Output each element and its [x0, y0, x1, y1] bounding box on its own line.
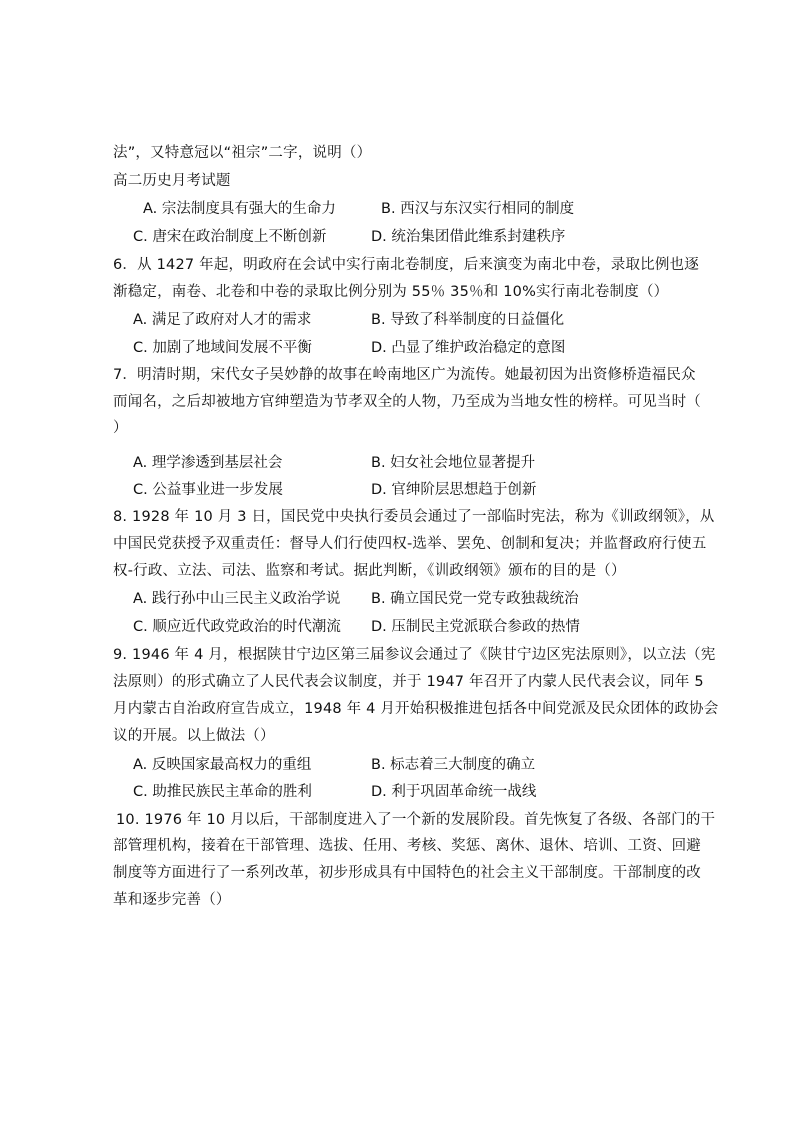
q8-stem-line: 8. 1928 年 10 月 3 日，国民党中央执行委员会通过了一部临时宪法，称为《训政纲领》，从 — [113, 509, 715, 525]
q7-stem-line: 而闻名，之后却被地方官绅塑造为节孝双全的人物，乃至成为当地女性的榜样。可见当时（ — [113, 394, 701, 410]
q9-option-a: A. 反映国家最高权力的重组 — [133, 757, 312, 773]
q10-stem-line: 部管理机构，接着在干部管理、选拔、任用、考核、奖惩、离休、退休、培训、工资、回避 — [113, 838, 701, 854]
q5-option-b: B. 西汉与东汉实行相同的制度 — [381, 201, 575, 217]
q8-option-d: D. 压制民主党派联合参政的热情 — [371, 619, 580, 635]
q9-stem-line: 月内蒙古自治政府宣告成立，1948 年 4 月开始积极推进包括各中间党派及民众团体的政协会 — [113, 701, 719, 717]
q8-stem-line: 权-行政、立法、司法、监察和考试。据此判断，《训政纲领》颁布的目的是（） — [113, 563, 626, 579]
q6-option-b: B. 导致了科举制度的日益僵化 — [371, 312, 565, 328]
q7-option-c: C. 公益事业进一步发展 — [133, 482, 283, 498]
q7-stem-line: ） — [113, 420, 128, 436]
q7-option-b: B. 妇女社会地位显著提升 — [371, 455, 536, 471]
q7-stem-line: 7．明清时期，宋代女子吴妙静的故事在岭南地区广为流传。她最初因为出资修桥造福民众 — [113, 367, 696, 383]
q6-option-c: C. 加剧了地域间发展不平衡 — [133, 340, 312, 356]
q10-stem-line: 10. 1976 年 10 月以后，干部制度进入了一个新的发展阶段。首先恢复了各级、各部门的干 — [116, 812, 716, 828]
q6-stem-line: 渐稳定，南卷、北卷和中卷的录取比例分别为 55％ 35％和 10%实行南北卷制度（） — [113, 284, 669, 300]
q5-option-d: D. 统治集团借此维系封建秩序 — [371, 229, 566, 245]
q8-option-a: A. 践行孙中山三民主义政治学说 — [133, 591, 341, 607]
q6-option-a: A. 满足了政府对人才的需求 — [133, 312, 312, 328]
q7-option-a: A. 理学渗透到基层社会 — [133, 455, 283, 471]
q6-stem-line: 6．从 1427 年起，明政府在会试中实行南北卷制度，后来演变为南北中卷，录取比例也逐 — [113, 257, 699, 273]
q9-stem-line: 法原则）的形式确立了人民代表会议制度，并于 1947 年召开了内蒙人民代表会议，同年 5 — [113, 674, 704, 690]
q8-option-b: B. 确立国民党一党专政独裁统治 — [371, 591, 579, 607]
q6-option-d: D. 凸显了维护政治稳定的意图 — [371, 340, 566, 356]
q8-stem-line: 中国民党获授予双重责任：督导人们行使四权-选举、罢免、创制和复决；并监督政府行使五 — [113, 536, 707, 552]
q9-stem-line: 议的开展。以上做法（） — [113, 728, 275, 744]
q10-stem-line: 革和逐步完善（） — [113, 892, 231, 908]
q10-stem-line: 制度等方面进行了一系列改革，初步形成具有中国特色的社会主义干部制度。干部制度的改 — [113, 865, 701, 881]
q7-option-d: D. 官绅阶层思想趋于创新 — [371, 482, 537, 498]
q9-stem-line: 9. 1946 年 4 月，根据陕甘宁边区第三届参议会通过了《陕甘宁边区宪法原则》，以立法（宪 — [113, 647, 716, 663]
q5-option-c: C. 唐宋在政治制度上不断创新 — [133, 229, 327, 245]
q9-option-b: B. 标志着三大制度的确立 — [371, 757, 536, 773]
q5-option-a: A. 宗法制度具有强大的生命力 — [143, 201, 336, 217]
question-fragment-line: 法”，又特意冠以“祖宗”二字，说明（） — [113, 145, 372, 161]
q8-option-c: C. 顺应近代政党政治的时代潮流 — [133, 619, 341, 635]
q9-option-c: C. 助推民族民主革命的胜利 — [133, 784, 312, 800]
q9-option-d: D. 利于巩固革命统一战线 — [371, 784, 537, 800]
exam-title: 高二历史月考试题 — [113, 173, 231, 189]
